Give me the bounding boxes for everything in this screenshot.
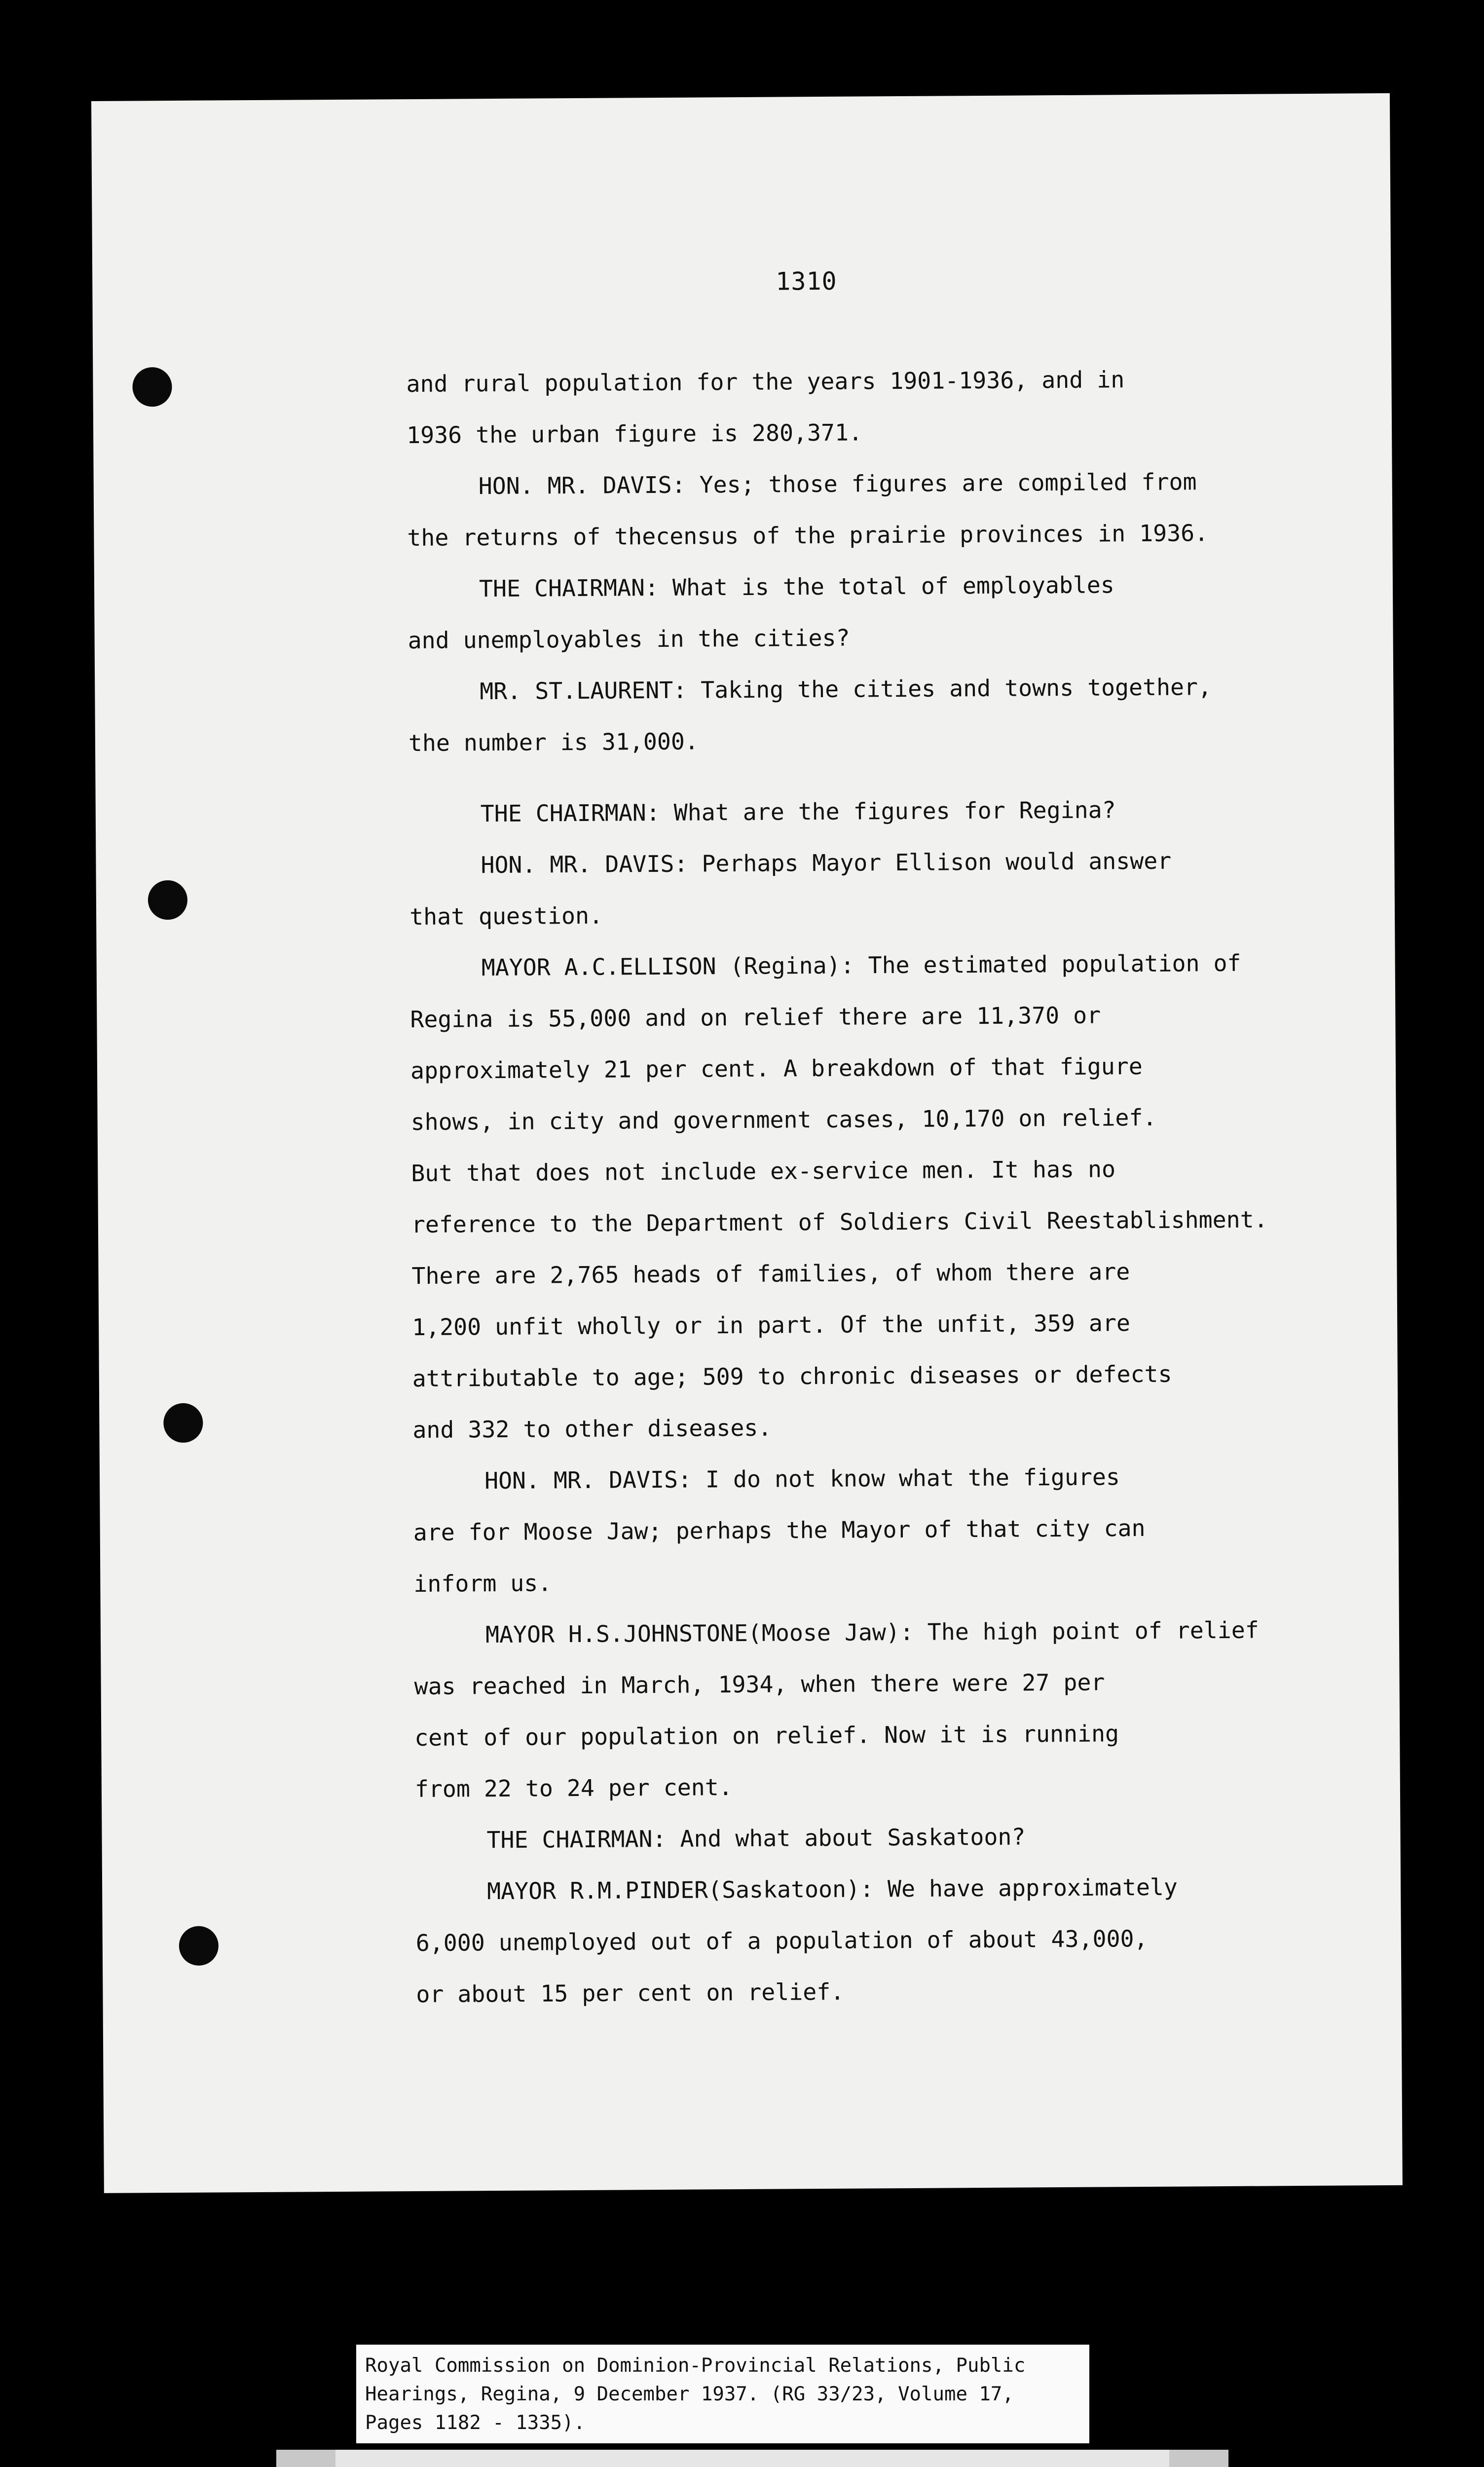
transcript-line: and unemployables in the cities? [408,624,850,654]
caption-line: Hearings, Regina, 9 December 1937. (RG 33/23, Volume 17, [365,2383,1014,2405]
archive-stamp [276,2450,1228,2467]
transcript-line: THE CHAIRMAN: What is the total of employables [479,571,1114,602]
transcript-line: attributable to age; 509 to chronic diseases or defects [412,1360,1172,1392]
transcript-line: and 332 to other diseases. [412,1414,772,1444]
transcript-line: HON. MR. DAVIS: Perhaps Mayor Ellison would answer [481,847,1172,879]
stamp-edge-right [1169,2450,1228,2467]
transcript-line: MR. ST.LAURENT: Taking the cities and towns together, [480,673,1212,705]
page-number: 1310 [776,266,837,296]
transcript-line: and rural population for the years 1901-1936, and in [406,366,1125,398]
document-page [91,93,1403,2193]
stamp-edge-left [276,2450,335,2467]
transcript-line: MAYOR R.M.PINDER(Saskatoon): We have approximately [487,1873,1178,1905]
punch-hole-1 [132,367,172,407]
transcript-line: the returns of thecensus of the prairie provinces in 1936. [407,520,1209,552]
transcript-line: approximately 21 per cent. A breakdown of that figure [410,1053,1143,1084]
transcript-line: 6,000 unemployed out of a population of about 43,000, [415,1925,1148,1957]
transcript-line: are for Moose Jaw; perhaps the Mayor of that city can [413,1515,1146,1546]
punch-hole-3 [163,1403,203,1443]
transcript-line: But that does not include ex-service men. It has no [411,1156,1116,1187]
transcript-line: 1,200 unfit wholly or in part. Of the unfit, 359 are [412,1309,1131,1341]
transcript-line: HON. MR. DAVIS: Yes; those figures are compiled from [478,468,1197,500]
caption-line: Royal Commission on Dominion-Provincial Relations, Public [365,2355,1026,2377]
punch-hole-2 [148,880,187,920]
transcript-line: THE CHAIRMAN: What are the figures for Regina? [480,796,1116,827]
transcript-line: shows, in city and government cases, 10,170 on relief. [410,1104,1157,1136]
transcript-line: was reached in March, 1934, when there were 27 per [414,1669,1105,1700]
transcript-line: from 22 to 24 per cent. [414,1774,733,1803]
transcript-body [406,352,1383,2020]
transcript-line: cent of our population on relief. Now it is running [414,1720,1119,1752]
caption-line: Pages 1182 - 1335). [365,2412,586,2434]
transcript-line: THE CHAIRMAN: And what about Saskatoon? [486,1823,1026,1854]
transcript-line: or about 15 per cent on relief. [416,1978,845,2008]
transcript-line: reference to the Department of Soldiers Civil Reestablishment. [411,1206,1268,1238]
transcript-line: There are 2,765 heads of families, of whom there are [411,1258,1130,1290]
transcript-line: the number is 31,000. [408,728,699,757]
punch-hole-4 [179,1926,219,1965]
transcript-line: 1936 the urban figure is 280,371. [406,419,863,449]
transcript-line: HON. MR. DAVIS: I do not know what the figures [484,1463,1120,1495]
transcript-line: Regina is 55,000 and on relief there are 11,370 or [410,1002,1101,1033]
archive-caption-label [356,2345,1089,2443]
transcript-line: that question. [409,902,603,931]
transcript-line: MAYOR A.C.ELLISON (Regina): The estimated population of [481,949,1241,981]
transcript-line: inform us. [413,1570,552,1598]
transcript-line: MAYOR H.S.JOHNSTONE(Moose Jaw): The high point of relief [485,1616,1259,1648]
